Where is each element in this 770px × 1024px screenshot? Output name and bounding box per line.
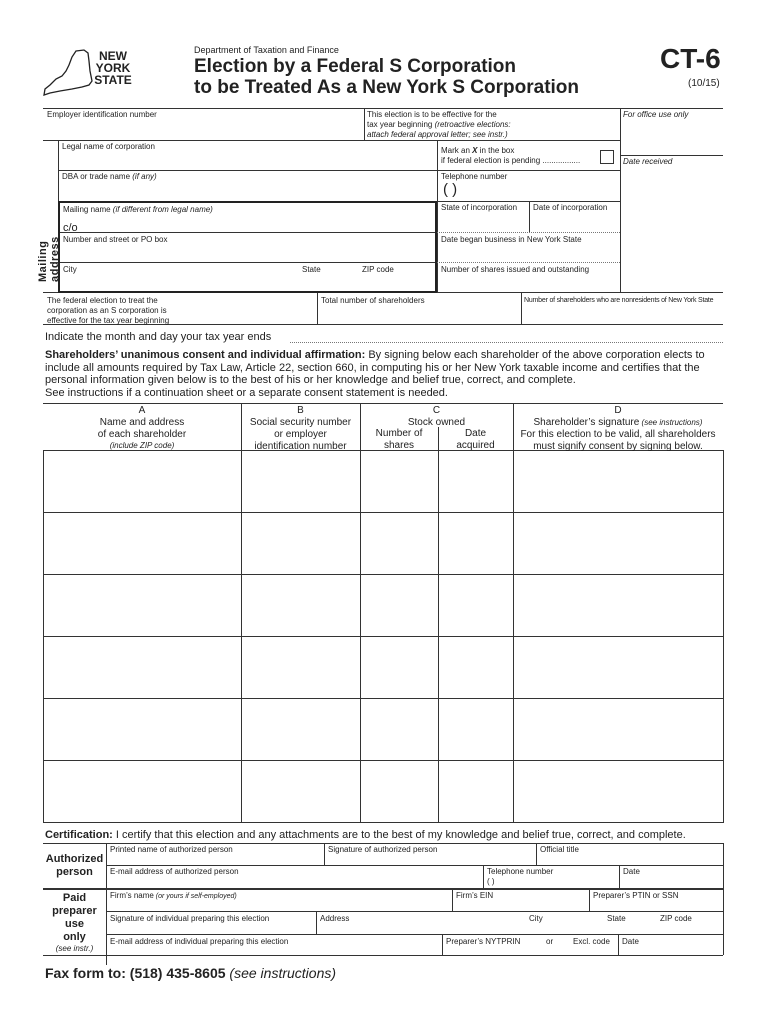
- form-revision: (10/15): [688, 78, 720, 89]
- consent-paragraph: Shareholders’ unanimous consent and individual affirmation: By signing below each shareholder of the above corporation elects to include all amounts required by Tax Law, Article 22, section 660, in computing his or her New York taxable income and certifies that the personal information given below is to the best of his or her knowledge and belief true, correct, and complete. See instructions if a continuation sheet or a separate consent statement is needed.: [45, 349, 705, 399]
- federal-pending-checkbox[interactable]: [600, 150, 614, 164]
- preparer-ptin-field[interactable]: Preparer’s PTIN or SSN: [593, 891, 679, 900]
- preparer-city-label: City: [529, 914, 543, 923]
- legal-name-field[interactable]: Legal name of corporation: [62, 142, 155, 151]
- shares-issued-field[interactable]: Number of shares issued and outstanding: [441, 265, 590, 274]
- firm-ein-field[interactable]: Firm’s EIN: [456, 891, 494, 900]
- table-row[interactable]: [44, 451, 722, 511]
- form-title-line1: Election by a Federal S Corporation: [194, 56, 517, 77]
- preparer-state-label: State: [607, 914, 626, 923]
- or-label: or: [546, 937, 554, 946]
- telephone-field[interactable]: Telephone number ( ): [441, 172, 508, 198]
- authorized-person-label: Authorized person: [45, 853, 104, 878]
- tax-year-ends-field[interactable]: [290, 342, 723, 343]
- department-name: Department of Taxation and Finance: [194, 45, 339, 55]
- authorized-telephone-field[interactable]: Telephone number ( ): [487, 867, 554, 886]
- table-row[interactable]: [44, 575, 722, 635]
- street-field[interactable]: Number and street or PO box: [63, 235, 168, 244]
- preparer-signature-field[interactable]: Signature of individual preparing this election: [110, 914, 270, 923]
- column-a-header: A Name and address of each shareholder (include ZIP code): [97, 405, 187, 450]
- date-began-business-field[interactable]: Date began business in New York State: [441, 235, 582, 244]
- firm-name-field[interactable]: Firm’s name (or yours if self-employed): [110, 891, 237, 900]
- column-d-header: D Shareholder’s signature (see instructions) For this election to be valid, all shareholders must signify consent by signing below.: [520, 405, 716, 452]
- state-field[interactable]: State: [302, 265, 321, 274]
- ny-state-logo: NEW YORK STATE: [94, 49, 132, 87]
- new-york-state-outline: [42, 49, 94, 97]
- preparer-address-field[interactable]: Address: [320, 914, 350, 923]
- effective-date-field[interactable]: This election is to be effective for the tax year beginning (retroactive elections: attach federal approval letter; see instr.): [367, 110, 511, 139]
- dba-field[interactable]: DBA or trade name (if any): [62, 172, 157, 181]
- column-c-shares-header: Number of shares: [375, 428, 423, 451]
- certification-statement: Certification: I certify that this election and any attachments are to the best of my knowledge and belief true, correct, and complete.: [45, 829, 686, 841]
- table-row[interactable]: [44, 637, 722, 697]
- fax-instructions: Fax form to: (518) 435-8605 (see instructions): [45, 965, 337, 981]
- printed-name-field[interactable]: Printed name of authorized person: [110, 845, 233, 854]
- table-row[interactable]: [44, 699, 722, 759]
- zip-field[interactable]: ZIP code: [362, 265, 394, 274]
- authorized-date-field[interactable]: Date: [623, 867, 640, 876]
- column-b-header: B Social security number or employer identification number: [249, 405, 352, 452]
- preparer-email-field[interactable]: E-mail address of individual preparing this election: [110, 937, 289, 946]
- authorized-signature-field[interactable]: Signature of authorized person: [328, 845, 438, 854]
- paid-preparer-label: Paid preparer use only (see instr.): [52, 892, 97, 953]
- care-of-label: c/o: [63, 222, 78, 234]
- date-received-label: Date received: [623, 157, 673, 166]
- tax-year-ends-label: Indicate the month and day your tax year ends: [45, 331, 272, 343]
- form-number: CT-6: [660, 43, 721, 74]
- federal-election-date-field[interactable]: The federal election to treat the corporation as an S corporation is effective for the tax year beginning: [47, 296, 170, 325]
- date-of-incorporation-field[interactable]: Date of incorporation: [533, 203, 608, 212]
- preparer-date-field[interactable]: Date: [622, 937, 639, 946]
- form-title-line2: to be Treated As a New York S Corporation: [194, 77, 580, 98]
- excl-code-field[interactable]: Excl. code: [573, 937, 610, 946]
- office-use-label: For office use only: [623, 110, 689, 119]
- city-field[interactable]: City: [63, 265, 77, 274]
- total-shareholders-field[interactable]: Total number of shareholders: [321, 296, 425, 305]
- mailing-address-side-label: Mailing address: [37, 236, 61, 282]
- column-c-date-header: Date acquired: [456, 428, 495, 451]
- nonresident-shareholders-field[interactable]: Number of shareholders who are nonresidents of New York State: [524, 297, 714, 304]
- table-row[interactable]: [44, 513, 722, 573]
- state-of-incorporation-field[interactable]: State of incorporation: [441, 203, 518, 212]
- federal-pending-label: Mark an X in the box if federal election is pending .................: [441, 146, 581, 165]
- mailing-name-field[interactable]: Mailing name (if different from legal name): [63, 205, 213, 214]
- preparer-zip-label: ZIP code: [660, 914, 692, 923]
- employer-id-field[interactable]: Employer identification number: [47, 110, 157, 119]
- official-title-field[interactable]: Official title: [540, 845, 579, 854]
- authorized-email-field[interactable]: E-mail address of authorized person: [110, 867, 239, 876]
- table-row[interactable]: [44, 761, 722, 821]
- column-c-header: C Stock owned: [407, 405, 466, 428]
- preparer-nytprin-field[interactable]: Preparer’s NYTPRIN: [446, 937, 521, 946]
